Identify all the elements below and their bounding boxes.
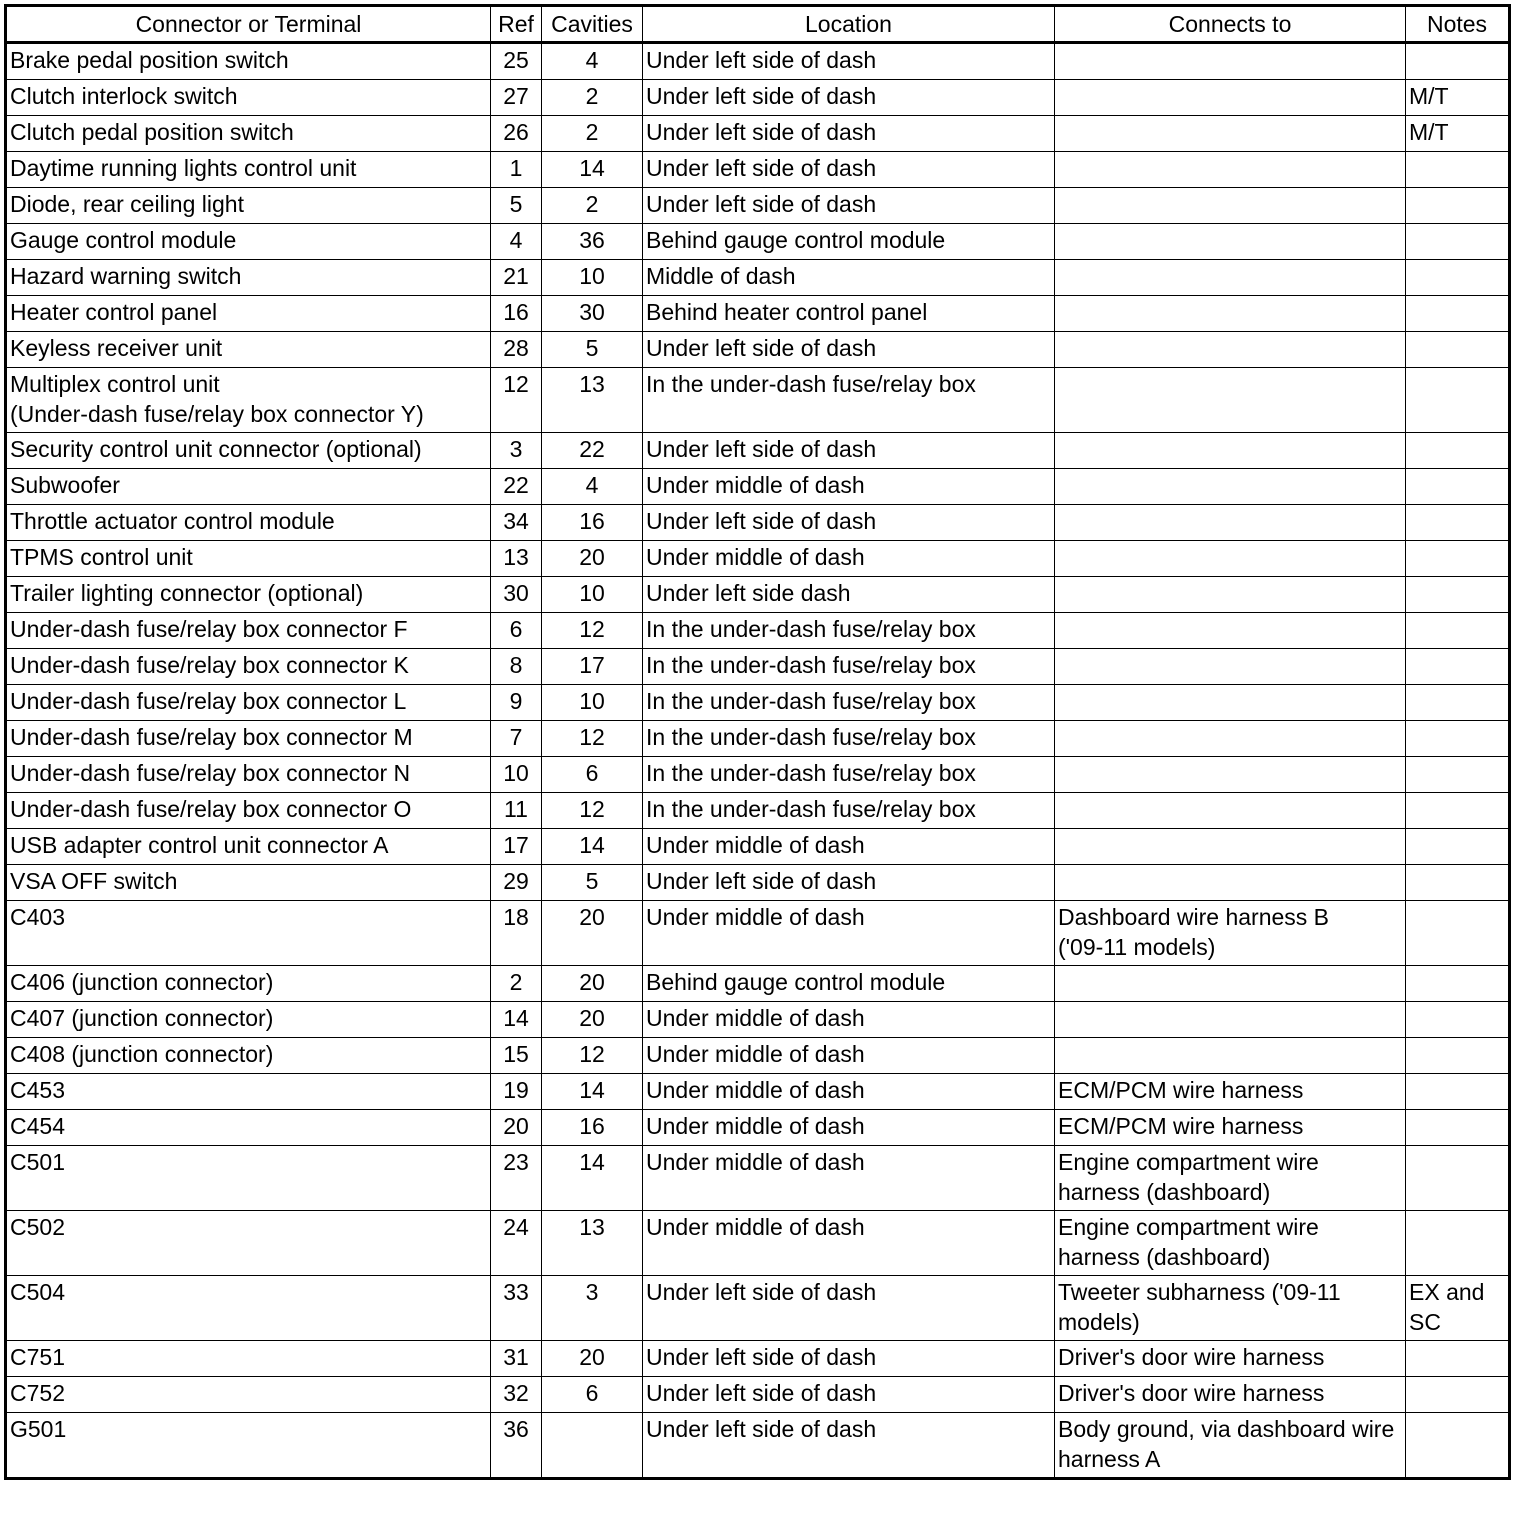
table-row — [6, 829, 1510, 865]
cell-cavities: 14 — [542, 1074, 643, 1110]
cell-cavities: 4 — [542, 469, 643, 505]
table-row — [6, 296, 1510, 332]
table-row — [6, 757, 1510, 793]
cell-location: Under left side of dash — [643, 433, 1055, 469]
cell-cavities: 12 — [542, 613, 643, 649]
cell-location: Behind heater control panel — [643, 296, 1055, 332]
cell-notes — [1406, 757, 1510, 793]
cell-location: Under middle of dash — [643, 1038, 1055, 1074]
cell-notes — [1406, 43, 1510, 80]
cell-connector: C504 — [6, 1276, 491, 1341]
cell-connector: Keyless receiver unit — [6, 332, 491, 368]
cell-cavities: 2 — [542, 188, 643, 224]
cell-ref: 32 — [491, 1377, 542, 1413]
cell-connects-to — [1055, 505, 1406, 541]
table-row — [6, 1377, 1510, 1413]
table-row — [6, 116, 1510, 152]
cell-ref: 9 — [491, 685, 542, 721]
cell-location: In the under-dash fuse/relay box — [643, 649, 1055, 685]
cell-connector: Clutch pedal position switch — [6, 116, 491, 152]
cell-cavities: 6 — [542, 757, 643, 793]
cell-notes — [1406, 1110, 1510, 1146]
cell-connector: Security control unit connector (optional) — [6, 433, 491, 469]
cell-ref: 23 — [491, 1146, 542, 1211]
cell-connector: C408 (junction connector) — [6, 1038, 491, 1074]
cell-location: Under middle of dash — [643, 1074, 1055, 1110]
cell-ref: 11 — [491, 793, 542, 829]
cell-location: Under left side of dash — [643, 116, 1055, 152]
cell-location: Under left side of dash — [643, 80, 1055, 116]
table-row — [6, 152, 1510, 188]
cell-ref: 19 — [491, 1074, 542, 1110]
cell-location: In the under-dash fuse/relay box — [643, 721, 1055, 757]
cell-connector: C501 — [6, 1146, 491, 1211]
cell-location: In the under-dash fuse/relay box — [643, 613, 1055, 649]
cell-location: Under left side of dash — [643, 152, 1055, 188]
cell-cavities: 10 — [542, 685, 643, 721]
table-row — [6, 865, 1510, 901]
cell-location: Under left side of dash — [643, 43, 1055, 80]
cell-connects-to — [1055, 188, 1406, 224]
cell-cavities: 13 — [542, 368, 643, 433]
cell-notes — [1406, 505, 1510, 541]
cell-location: Under left side of dash — [643, 188, 1055, 224]
cell-cavities: 16 — [542, 1110, 643, 1146]
cell-connector: USB adapter control unit connector A — [6, 829, 491, 865]
cell-cavities: 16 — [542, 505, 643, 541]
cell-connects-to: Driver's door wire harness — [1055, 1341, 1406, 1377]
cell-connector: C407 (junction connector) — [6, 1002, 491, 1038]
cell-connector: Under-dash fuse/relay box connector N — [6, 757, 491, 793]
table-row — [6, 433, 1510, 469]
cell-connector: Hazard warning switch — [6, 260, 491, 296]
header-cavities: Cavities — [542, 6, 643, 43]
cell-notes — [1406, 541, 1510, 577]
cell-cavities: 2 — [542, 80, 643, 116]
cell-cavities: 20 — [542, 541, 643, 577]
table-row — [6, 188, 1510, 224]
cell-location: Under left side of dash — [643, 505, 1055, 541]
cell-cavities: 14 — [542, 829, 643, 865]
cell-ref: 33 — [491, 1276, 542, 1341]
cell-connector: C403 — [6, 901, 491, 966]
cell-notes — [1406, 368, 1510, 433]
cell-connects-to: Tweeter subharness ('09-11 models) — [1055, 1276, 1406, 1341]
cell-location: Under left side of dash — [643, 865, 1055, 901]
cell-connector: Clutch interlock switch — [6, 80, 491, 116]
cell-connects-to — [1055, 260, 1406, 296]
cell-connects-to — [1055, 1002, 1406, 1038]
cell-cavities: 17 — [542, 649, 643, 685]
cell-notes: M/T — [1406, 80, 1510, 116]
cell-cavities: 12 — [542, 1038, 643, 1074]
table-row — [6, 1002, 1510, 1038]
cell-cavities — [542, 1413, 643, 1479]
cell-ref: 26 — [491, 116, 542, 152]
cell-location: Under left side of dash — [643, 1377, 1055, 1413]
cell-location: Under middle of dash — [643, 1211, 1055, 1276]
cell-location: In the under-dash fuse/relay box — [643, 793, 1055, 829]
table-row — [6, 685, 1510, 721]
cell-notes — [1406, 188, 1510, 224]
cell-ref: 34 — [491, 505, 542, 541]
cell-location: Under middle of dash — [643, 469, 1055, 505]
cell-ref: 17 — [491, 829, 542, 865]
cell-connects-to — [1055, 541, 1406, 577]
cell-ref: 28 — [491, 332, 542, 368]
cell-location: Under left side dash — [643, 577, 1055, 613]
cell-connector: TPMS control unit — [6, 541, 491, 577]
cell-connects-to: Dashboard wire harness B ('09-11 models) — [1055, 901, 1406, 966]
cell-connector: Subwoofer — [6, 469, 491, 505]
cell-connector: Diode, rear ceiling light — [6, 188, 491, 224]
cell-notes — [1406, 433, 1510, 469]
cell-notes — [1406, 829, 1510, 865]
cell-connects-to — [1055, 685, 1406, 721]
cell-cavities: 20 — [542, 966, 643, 1002]
header-notes: Notes — [1406, 6, 1510, 43]
table-row — [6, 541, 1510, 577]
cell-notes — [1406, 613, 1510, 649]
cell-connects-to — [1055, 43, 1406, 80]
cell-cavities: 30 — [542, 296, 643, 332]
cell-cavities: 36 — [542, 224, 643, 260]
cell-ref: 3 — [491, 433, 542, 469]
cell-connector: C751 — [6, 1341, 491, 1377]
cell-notes — [1406, 260, 1510, 296]
table-row — [6, 368, 1510, 433]
cell-connects-to — [1055, 577, 1406, 613]
cell-cavities: 14 — [542, 152, 643, 188]
cell-notes — [1406, 1038, 1510, 1074]
header-connects-to: Connects to — [1055, 6, 1406, 43]
cell-notes — [1406, 721, 1510, 757]
cell-location: Behind gauge control module — [643, 224, 1055, 260]
cell-ref: 25 — [491, 43, 542, 80]
cell-notes — [1406, 865, 1510, 901]
cell-ref: 36 — [491, 1413, 542, 1479]
cell-connects-to — [1055, 296, 1406, 332]
cell-notes — [1406, 1413, 1510, 1479]
cell-connector: VSA OFF switch — [6, 865, 491, 901]
cell-location: Middle of dash — [643, 260, 1055, 296]
table-row — [6, 224, 1510, 260]
cell-connects-to — [1055, 332, 1406, 368]
cell-ref: 1 — [491, 152, 542, 188]
cell-location: Under left side of dash — [643, 1341, 1055, 1377]
cell-connector: C454 — [6, 1110, 491, 1146]
table-row — [6, 649, 1510, 685]
cell-ref: 21 — [491, 260, 542, 296]
cell-connects-to — [1055, 368, 1406, 433]
cell-notes — [1406, 649, 1510, 685]
cell-location: Under middle of dash — [643, 541, 1055, 577]
cell-location: Under left side of dash — [643, 1276, 1055, 1341]
table-row — [6, 1038, 1510, 1074]
cell-connector: Brake pedal position switch — [6, 43, 491, 80]
cell-connector: C406 (junction connector) — [6, 966, 491, 1002]
cell-location: Under middle of dash — [643, 829, 1055, 865]
table-row — [6, 721, 1510, 757]
cell-connects-to: Body ground, via dashboard wire harness A — [1055, 1413, 1406, 1479]
cell-connector: Under-dash fuse/relay box connector F — [6, 613, 491, 649]
table-row — [6, 332, 1510, 368]
cell-connector: G501 — [6, 1413, 491, 1479]
cell-connects-to — [1055, 152, 1406, 188]
cell-location: Under middle of dash — [643, 901, 1055, 966]
table-row — [6, 577, 1510, 613]
cell-connects-to — [1055, 433, 1406, 469]
cell-connects-to — [1055, 80, 1406, 116]
table-row — [6, 966, 1510, 1002]
cell-notes — [1406, 1002, 1510, 1038]
cell-connector: Under-dash fuse/relay box connector M — [6, 721, 491, 757]
cell-cavities: 12 — [542, 721, 643, 757]
cell-cavities: 13 — [542, 1211, 643, 1276]
header-location: Location — [643, 6, 1055, 43]
table-row — [6, 793, 1510, 829]
header-row — [6, 6, 1510, 43]
cell-ref: 30 — [491, 577, 542, 613]
cell-connects-to — [1055, 649, 1406, 685]
cell-connector: Heater control panel — [6, 296, 491, 332]
cell-connector: Multiplex control unit (Under-dash fuse/relay box connector Y) — [6, 368, 491, 433]
cell-connector: C502 — [6, 1211, 491, 1276]
cell-notes — [1406, 966, 1510, 1002]
cell-notes — [1406, 1074, 1510, 1110]
cell-connects-to: ECM/PCM wire harness — [1055, 1110, 1406, 1146]
cell-ref: 2 — [491, 966, 542, 1002]
cell-connects-to: Engine compartment wire harness (dashboard) — [1055, 1211, 1406, 1276]
cell-connects-to — [1055, 613, 1406, 649]
cell-connects-to — [1055, 721, 1406, 757]
cell-notes — [1406, 224, 1510, 260]
cell-location: Under middle of dash — [643, 1146, 1055, 1211]
header-connector: Connector or Terminal — [6, 6, 491, 43]
table-row — [6, 260, 1510, 296]
table-row — [6, 1146, 1510, 1211]
cell-location: Under middle of dash — [643, 1110, 1055, 1146]
table-row — [6, 1341, 1510, 1377]
cell-ref: 18 — [491, 901, 542, 966]
cell-cavities: 5 — [542, 332, 643, 368]
cell-ref: 12 — [491, 368, 542, 433]
connector-table — [4, 4, 1511, 1480]
cell-ref: 16 — [491, 296, 542, 332]
cell-notes — [1406, 901, 1510, 966]
cell-cavities: 3 — [542, 1276, 643, 1341]
cell-connects-to: Driver's door wire harness — [1055, 1377, 1406, 1413]
table-row — [6, 469, 1510, 505]
cell-location: In the under-dash fuse/relay box — [643, 757, 1055, 793]
cell-cavities: 6 — [542, 1377, 643, 1413]
cell-ref: 13 — [491, 541, 542, 577]
cell-notes — [1406, 1211, 1510, 1276]
cell-cavities: 10 — [542, 577, 643, 613]
cell-connector: Gauge control module — [6, 224, 491, 260]
table-row — [6, 1110, 1510, 1146]
cell-ref: 24 — [491, 1211, 542, 1276]
table-row — [6, 901, 1510, 966]
cell-cavities: 22 — [542, 433, 643, 469]
cell-connector: C453 — [6, 1074, 491, 1110]
cell-location: Under left side of dash — [643, 332, 1055, 368]
cell-ref: 31 — [491, 1341, 542, 1377]
cell-connector: Under-dash fuse/relay box connector K — [6, 649, 491, 685]
cell-location: Under left side of dash — [643, 1413, 1055, 1479]
cell-ref: 22 — [491, 469, 542, 505]
cell-connects-to — [1055, 793, 1406, 829]
cell-cavities: 10 — [542, 260, 643, 296]
cell-notes — [1406, 793, 1510, 829]
cell-connects-to — [1055, 757, 1406, 793]
cell-connects-to — [1055, 116, 1406, 152]
cell-notes: EX and SC — [1406, 1276, 1510, 1341]
cell-connects-to — [1055, 1038, 1406, 1074]
cell-notes — [1406, 685, 1510, 721]
table-row — [6, 80, 1510, 116]
cell-connects-to: Engine compartment wire harness (dashboard) — [1055, 1146, 1406, 1211]
cell-notes — [1406, 332, 1510, 368]
cell-ref: 20 — [491, 1110, 542, 1146]
cell-connector: Trailer lighting connector (optional) — [6, 577, 491, 613]
cell-connector: Under-dash fuse/relay box connector L — [6, 685, 491, 721]
cell-location: In the under-dash fuse/relay box — [643, 685, 1055, 721]
cell-ref: 29 — [491, 865, 542, 901]
table-row — [6, 1211, 1510, 1276]
table-row — [6, 613, 1510, 649]
cell-connects-to — [1055, 469, 1406, 505]
cell-connector: Under-dash fuse/relay box connector O — [6, 793, 491, 829]
cell-location: Under middle of dash — [643, 1002, 1055, 1038]
cell-cavities: 4 — [542, 43, 643, 80]
cell-connects-to — [1055, 224, 1406, 260]
cell-connector: Throttle actuator control module — [6, 505, 491, 541]
header-ref: Ref — [491, 6, 542, 43]
cell-connects-to — [1055, 829, 1406, 865]
table-row — [6, 1074, 1510, 1110]
cell-location: In the under-dash fuse/relay box — [643, 368, 1055, 433]
cell-connector: Daytime running lights control unit — [6, 152, 491, 188]
cell-ref: 7 — [491, 721, 542, 757]
cell-ref: 14 — [491, 1002, 542, 1038]
table-row — [6, 1276, 1510, 1341]
cell-cavities: 20 — [542, 901, 643, 966]
cell-ref: 4 — [491, 224, 542, 260]
table-row — [6, 1413, 1510, 1479]
cell-cavities: 2 — [542, 116, 643, 152]
cell-notes — [1406, 577, 1510, 613]
cell-notes — [1406, 1377, 1510, 1413]
cell-ref: 6 — [491, 613, 542, 649]
table-row — [6, 505, 1510, 541]
cell-cavities: 14 — [542, 1146, 643, 1211]
cell-notes — [1406, 1341, 1510, 1377]
cell-cavities: 5 — [542, 865, 643, 901]
cell-connector: C752 — [6, 1377, 491, 1413]
cell-notes — [1406, 296, 1510, 332]
cell-ref: 15 — [491, 1038, 542, 1074]
cell-cavities: 12 — [542, 793, 643, 829]
cell-cavities: 20 — [542, 1341, 643, 1377]
cell-location: Behind gauge control module — [643, 966, 1055, 1002]
cell-ref: 8 — [491, 649, 542, 685]
cell-notes — [1406, 1146, 1510, 1211]
cell-ref: 27 — [491, 80, 542, 116]
cell-connects-to — [1055, 865, 1406, 901]
cell-notes — [1406, 469, 1510, 505]
cell-connects-to — [1055, 966, 1406, 1002]
cell-notes — [1406, 152, 1510, 188]
cell-ref: 10 — [491, 757, 542, 793]
cell-notes: M/T — [1406, 116, 1510, 152]
cell-ref: 5 — [491, 188, 542, 224]
table-row — [6, 43, 1510, 80]
cell-connects-to: ECM/PCM wire harness — [1055, 1074, 1406, 1110]
cell-cavities: 20 — [542, 1002, 643, 1038]
